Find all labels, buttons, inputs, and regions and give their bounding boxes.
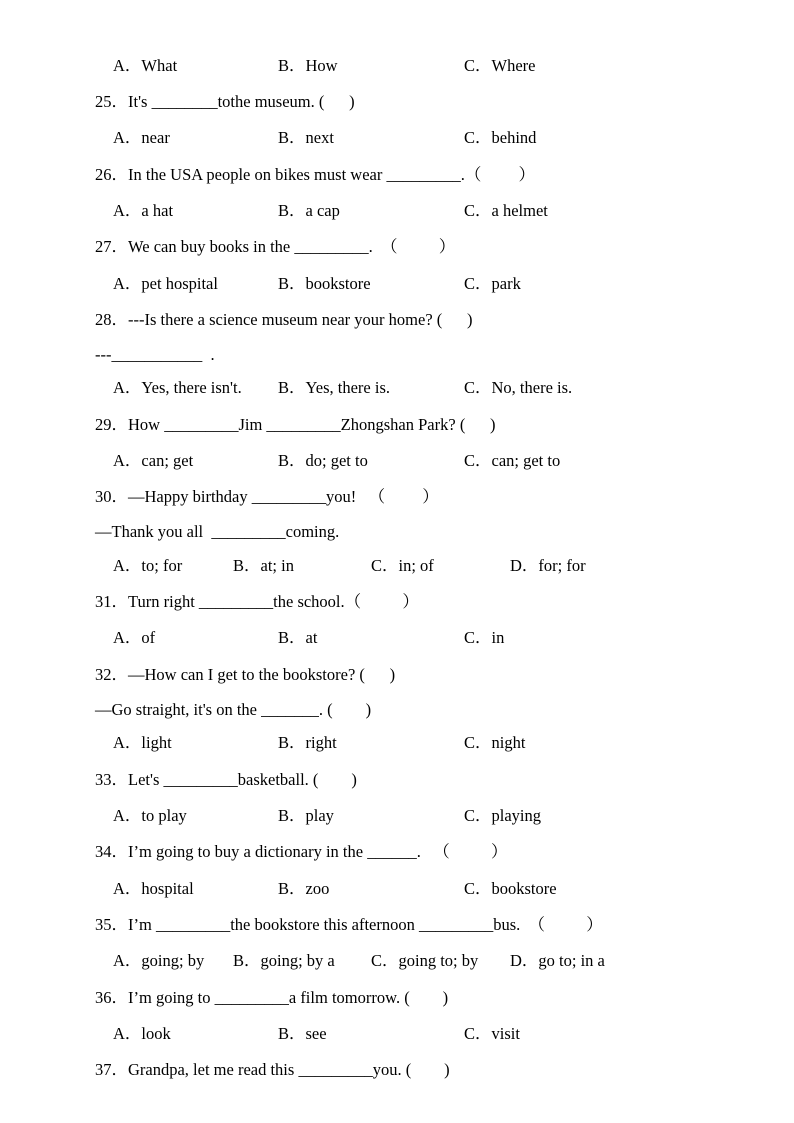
option-a: A．What: [113, 56, 178, 75]
q31-option-c: C．in: [464, 628, 505, 647]
q32-option-b: B．right: [278, 733, 337, 752]
question-28-answer-line: ---___________ .: [95, 345, 215, 364]
q34-option-b: B．zoo: [278, 879, 330, 898]
q36-option-c: C．visit: [464, 1024, 520, 1043]
q31-option-b: B．at: [278, 628, 318, 647]
q25-option-a: A．near: [113, 128, 170, 147]
q28-option-a: A．Yes, there isn't.: [113, 378, 242, 397]
question-35-stem: 35．I’m _________the bookstore this afternoon _________bus. （ ）: [95, 915, 603, 934]
q35-option-c: C．going to; by: [371, 951, 479, 970]
q26-option-c: C．a helmet: [464, 201, 548, 220]
q35-option-b: B．going; by a: [233, 951, 335, 970]
q25-option-b: B．next: [278, 128, 334, 147]
option-c: C．Where: [464, 56, 536, 75]
question-29-stem: 29．How _________Jim _________Zhongshan Park? ( ): [95, 415, 496, 434]
question-31-stem: 31．Turn right _________the school.（ ）: [95, 592, 419, 611]
q27-option-b: B．bookstore: [278, 274, 371, 293]
q26-option-b: B．a cap: [278, 201, 340, 220]
q30-option-a: A．to; for: [113, 556, 183, 575]
q36-option-a: A．look: [113, 1024, 171, 1043]
question-30-stem: 30．—Happy birthday _________you! （ ）: [95, 487, 439, 506]
question-32-reply-line: —Go straight, it's on the _______. ( ): [95, 700, 372, 719]
question-32-stem: 32．—How can I get to the bookstore? ( ): [95, 665, 396, 684]
q29-option-c: C．can; get to: [464, 451, 561, 470]
q26-option-a: A．a hat: [113, 201, 174, 220]
question-27-stem: 27．We can buy books in the _________. （ ）: [95, 237, 456, 256]
q28-option-c: C．No, there is.: [464, 378, 573, 397]
q35-option-d: D．go to; in a: [510, 951, 605, 970]
q35-option-a: A．going; by: [113, 951, 205, 970]
q29-option-a: A．can; get: [113, 451, 194, 470]
question-28-stem: 28．---Is there a science museum near your home? ( ): [95, 310, 473, 329]
q29-option-b: B．do; get to: [278, 451, 368, 470]
q33-option-c: C．playing: [464, 806, 541, 825]
question-25-stem: 25．It's ________tothe museum. ( ): [95, 92, 355, 111]
q31-option-a: A．of: [113, 628, 156, 647]
q27-option-a: A．pet hospital: [113, 274, 218, 293]
q32-option-a: A．light: [113, 733, 172, 752]
q30-option-d: D．for; for: [510, 556, 586, 575]
question-34-stem: 34．I’m going to buy a dictionary in the ______. （ ）: [95, 842, 508, 861]
option-b: B．How: [278, 56, 338, 75]
q34-option-c: C．bookstore: [464, 879, 557, 898]
q30-option-c: C．in; of: [371, 556, 434, 575]
q27-option-c: C．park: [464, 274, 521, 293]
q25-option-c: C．behind: [464, 128, 537, 147]
q33-option-a: A．to play: [113, 806, 187, 825]
question-30-reply-line: —Thank you all _________coming.: [95, 522, 340, 541]
q30-option-b: B．at; in: [233, 556, 294, 575]
q28-option-b: B．Yes, there is.: [278, 378, 390, 397]
question-33-stem: 33．Let's _________basketball. ( ): [95, 770, 357, 789]
question-37-stem: 37．Grandpa, let me read this _________you. ( ): [95, 1060, 450, 1079]
question-36-stem: 36．I’m going to _________a film tomorrow. ( ): [95, 988, 449, 1007]
q33-option-b: B．play: [278, 806, 334, 825]
q32-option-c: C．night: [464, 733, 526, 752]
q34-option-a: A．hospital: [113, 879, 194, 898]
question-26-stem: 26．In the USA people on bikes must wear _________.（ ）: [95, 165, 535, 184]
q36-option-b: B．see: [278, 1024, 327, 1043]
